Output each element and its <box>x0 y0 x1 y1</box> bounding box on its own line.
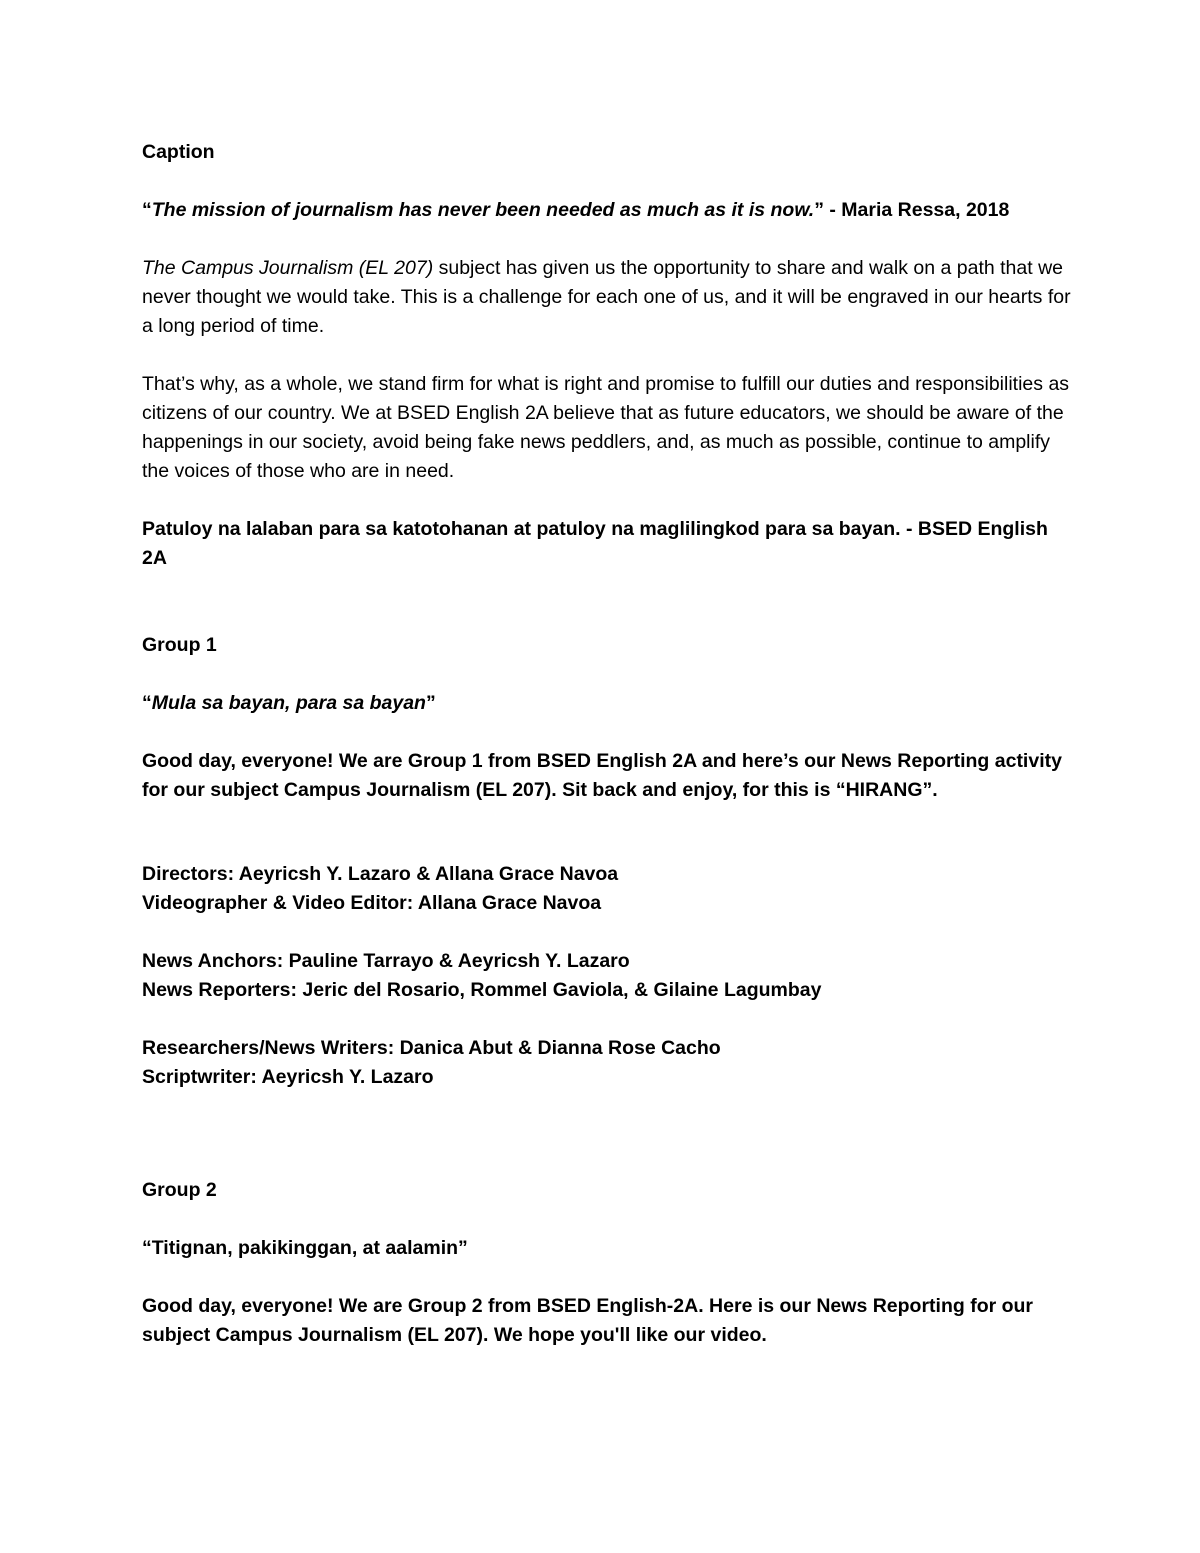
group-1-intro: Good day, everyone! We are Group 1 from BSED English 2A and here’s our News Reporting activity for our subject Campus Journalism (EL 207). Sit back and enjoy, for this is “HIRANG”. <box>142 750 1062 801</box>
group-1-credit-scriptwriter: Scriptwriter: Aeyricsh Y. Lazaro <box>142 1066 434 1088</box>
group-1-credit-researchers: Researchers/News Writers: Danica Abut & Dianna Rose Cacho <box>142 1037 721 1059</box>
quote-text: The mission of journalism has never been needed as much as it is now. <box>151 199 815 221</box>
tagline-text: Mula sa bayan, para sa bayan <box>151 692 426 714</box>
group-2-heading: Group 2 <box>142 1179 217 1201</box>
subject-name: The Campus Journalism (EL 207) <box>142 257 434 279</box>
group-1-credit-directors: Directors: Aeyricsh Y. Lazaro & Allana Grace Navoa <box>142 863 619 885</box>
document-page <box>142 138 1072 1350</box>
quote-close-mark: ” <box>814 199 824 221</box>
group-1-credit-anchors: News Anchors: Pauline Tarrayo & Aeyricsh Y. Lazaro <box>142 950 630 972</box>
group-1-heading: Group 1 <box>142 634 217 656</box>
caption-paragraph-1 <box>142 254 1072 341</box>
group-2-tagline: “Titignan, pakikinggan, at aalamin” <box>142 1237 468 1259</box>
tagline-close-mark: ” <box>425 692 436 714</box>
caption-quote <box>142 196 1072 225</box>
group-1-credit-videographer: Videographer & Video Editor: Allana Grace Navoa <box>142 892 602 914</box>
group-2-intro: Good day, everyone! We are Group 2 from BSED English-2A. Here is our News Reporting for our subject Campus Journalism (EL 207). We hope you'll like our video. <box>142 1295 1034 1346</box>
caption-heading: Caption <box>142 141 215 163</box>
paragraph-1-text: subject has given us the opportunity to share and walk on a path that we never thought we would take. This is a challenge for each one of us, and it will be engraved in our hearts for a long period of time. <box>142 257 1071 337</box>
group-1-credit-reporters: News Reporters: Jeric del Rosario, Rommel Gaviola, & Gilaine Lagumbay <box>142 979 822 1001</box>
tagline-open-mark: “ <box>142 692 152 714</box>
quote-attribution: - Maria Ressa, 2018 <box>823 199 1010 221</box>
group-1-tagline <box>142 689 1072 718</box>
quote-open-mark: “ <box>142 199 152 221</box>
caption-paragraph-2: That’s why, as a whole, we stand firm for what is right and promise to fulfill our duties and responsibilities as citizens of our country. We at BSED English 2A believe that as future educators, we should be aware of the happenings in our society, avoid being fake news peddlers, and, as much as possible, continue to amplify the voices of those who are in need. <box>142 373 1070 482</box>
caption-closing: Patuloy na lalaban para sa katotohanan at patuloy na maglilingkod para sa bayan. - BSED English 2A <box>142 518 1048 569</box>
